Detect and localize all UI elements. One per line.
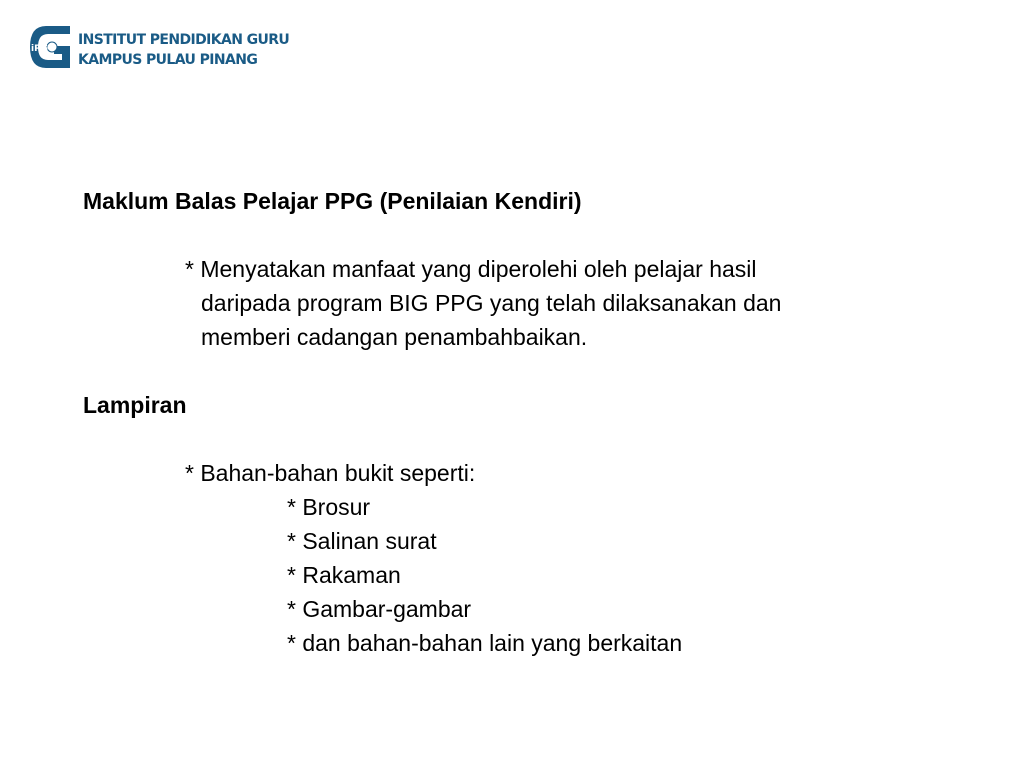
institution-logo — [26, 20, 326, 80]
section2-sub-item: * Brosur — [287, 494, 371, 520]
section2-sub-item: * dan bahan-bahan lain yang berkaitan — [287, 630, 683, 656]
ipg-logo-icon — [26, 20, 76, 74]
section2-bullet: * Bahan-bahan bukit seperti: — [185, 460, 476, 486]
logo-text — [78, 30, 289, 70]
logo-line2: KAMPUS PULAU PINANG — [78, 52, 258, 68]
section1-bullet-line1: * Menyatakan manfaat yang diperolehi oleh pelajar hasil — [185, 256, 757, 282]
logo-mark-text: iPG — [31, 44, 49, 54]
section1-bullet-line2: daripada program BIG PPG yang telah dilaksanakan dan — [201, 290, 782, 316]
section2-sub-item: * Rakaman — [287, 562, 401, 588]
slide-content — [83, 184, 983, 660]
section1-bullet-line3: memberi cadangan penambahbaikan. — [201, 324, 588, 350]
section2-sub-item: * Salinan surat — [287, 528, 437, 554]
section2-heading: Lampiran — [83, 392, 187, 418]
logo-line1: INSTITUT PENDIDIKAN GURU — [78, 32, 290, 48]
section2-sub-item: * Gambar-gambar — [287, 596, 472, 622]
section1-heading: Maklum Balas Pelajar PPG (Penilaian Kendiri) — [83, 188, 582, 214]
